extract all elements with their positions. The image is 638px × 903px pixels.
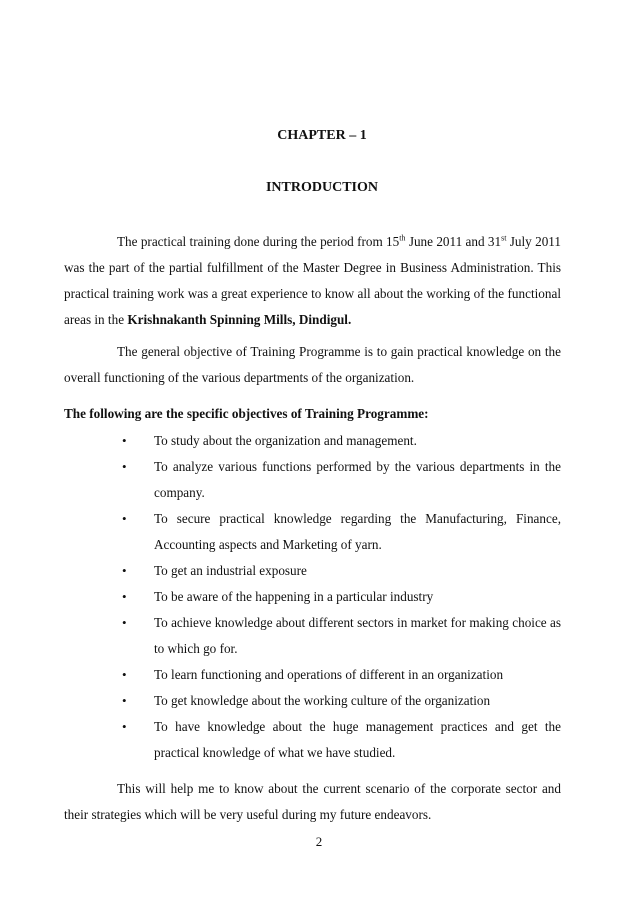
bullet-icon: • (122, 563, 127, 578)
list-item: • To have knowledge about the huge management practices and get the practical knowledge of what we have studied. (120, 714, 561, 766)
bullet-icon: • (122, 667, 127, 682)
company-name: Krishnakanth Spinning Mills, Dindigul. (127, 312, 352, 327)
bullet-icon: • (122, 433, 127, 448)
bullet-icon: • (122, 459, 127, 474)
bullet-icon: • (122, 719, 127, 734)
list-item: • To be aware of the happening in a particular industry (120, 584, 561, 610)
objectives-title: The following are the specific objectives of Training Programme: (64, 406, 429, 421)
bullet-icon: • (122, 615, 127, 630)
bullet-icon: • (122, 693, 127, 708)
list-item: • To get an industrial exposure (120, 558, 561, 584)
list-item: • To study about the organization and management. (120, 428, 561, 454)
list-item: • To get knowledge about the working culture of the organization (120, 688, 561, 714)
intro-paragraph: The practical training done during the period from 15th June 2011 and 31st July 2011 was the part of the partial fulfillment of the Master Degree in Business Administration. This practical training work was a great experience to know all about the working of the functional areas in the Krishnakanth Spinning Mills, Dindigul. (64, 233, 561, 327)
list-item: • To secure practical knowledge regarding the Manufacturing, Finance, Accounting aspects and Marketing of yarn. (120, 506, 561, 558)
list-item: • To achieve knowledge about different sectors in market for making choice as to which go for. (120, 610, 561, 662)
bullet-icon: • (122, 511, 127, 526)
section-heading: INTRODUCTION (265, 180, 378, 195)
chapter-title: CHAPTER – 1 (277, 128, 367, 143)
list-item: • To learn functioning and operations of different in an organization (120, 662, 561, 688)
objectives-list (120, 428, 561, 766)
objective-paragraph: The general objective of Training Programme is to gain practical knowledge on the overall functioning of the various departments of the organization. (64, 344, 561, 385)
bullet-icon: • (122, 589, 127, 604)
list-item: • To analyze various functions performed by the various departments in the company. (120, 454, 561, 506)
closing-paragraph: This will help me to know about the current scenario of the corporate sector and their strategies which will be very useful during my future endeavors. (64, 781, 561, 822)
page-number: 2 (315, 834, 323, 849)
